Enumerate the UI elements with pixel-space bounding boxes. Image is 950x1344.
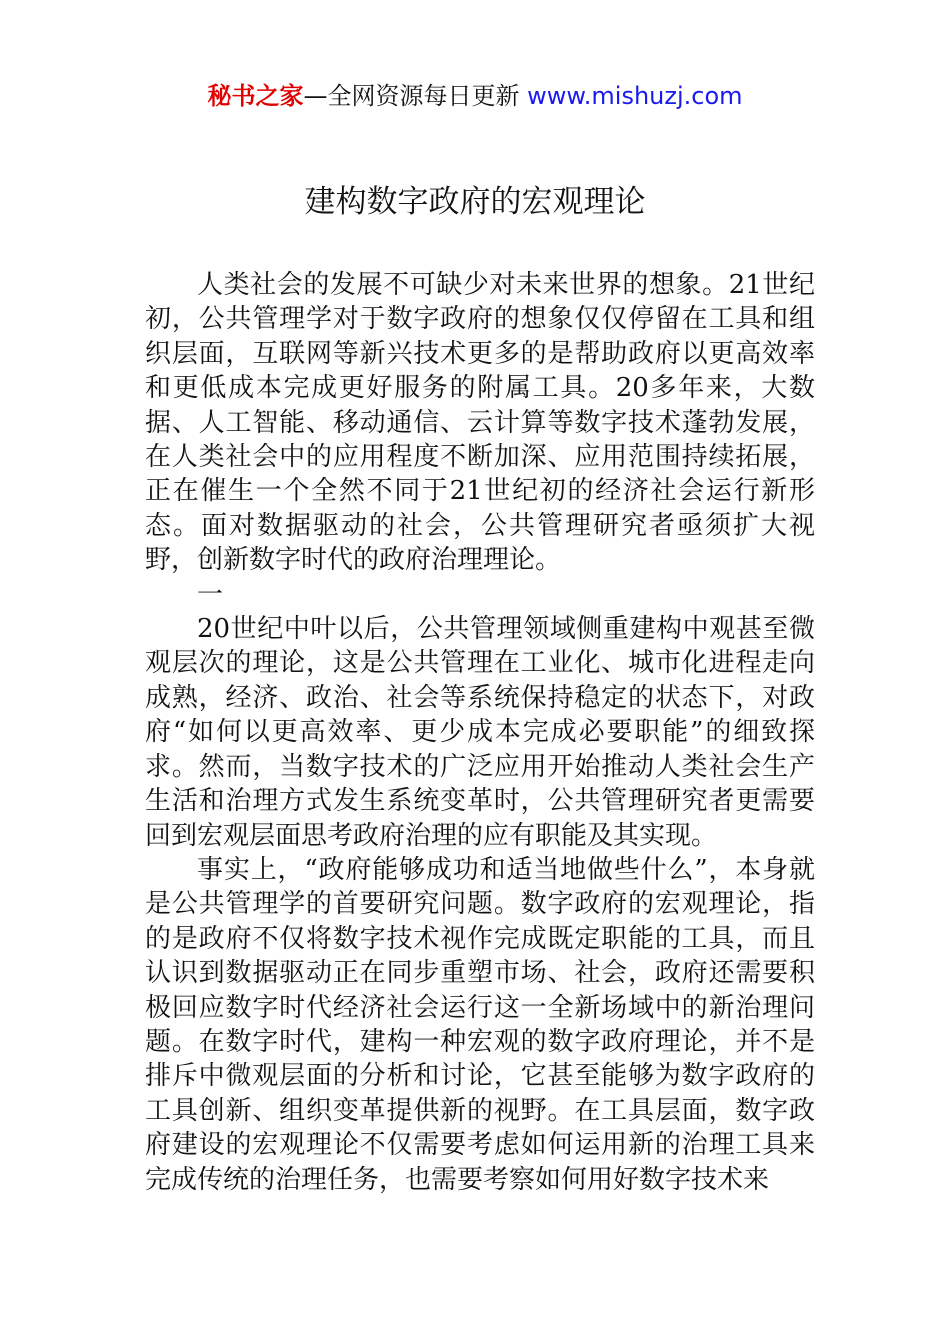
site-url-link[interactable]: www.mishuzj.com xyxy=(527,82,743,110)
paragraph-macro-theory: 事实上，“政府能够成功和适当地做些什么”，本身就是公共管理学的首要研究问题。数字政府的宏观理论，指的是政府不仅将数字技术视作完成既定职能的工具，而且认识到数据驱动正在同步重塑市场、社会，政府还需要积极回应数字时代经济社会运行这一全新场域中的新治理问题。在数字时代，建构一种宏观的数字政府理论，并不是排斥中微观层面的分析和讨论，它甚至能够为数字政府的工具创新、组织变革提供新的视野。在工具层面，数字政府建设的宏观理论不仅需要考虑如何运用新的治理工具来完成传统的治理任务，也需要考察如何用好数字技术来 xyxy=(145,854,815,1195)
site-header xyxy=(0,80,950,112)
site-tagline: —全网资源每日更新 xyxy=(303,82,528,110)
paragraph-section-one: 20世纪中叶以后，公共管理领域侧重建构中观甚至微观层次的理论，这是公共管理在工业化、城市化进程走向成熟，经济、政治、社会等系统保持稳定的状态下，对政府“如何以更高效率、更少成本完成必要职能”的细致探求。然而，当数字技术的广泛应用开始推动人类社会生产生活和治理方式发生系统变革时，公共管理研究者更需要回到宏观层面思考政府治理的应有职能及其实现。 xyxy=(145,614,815,851)
document-title: 建构数字政府的宏观理论 xyxy=(304,184,646,220)
document-body xyxy=(145,268,815,1197)
site-brand: 秘书之家 xyxy=(207,82,304,110)
section-heading-one: 一 xyxy=(197,579,224,610)
paragraph-intro: 人类社会的发展不可缺少对未来世界的想象。21世纪初，公共管理学对于数字政府的想象仅仅停留在工具和组织层面，互联网等新兴技术更多的是帮助政府以更高效率和更低成本完成更好服务的附属工具。20多年来，大数据、人工智能、移动通信、云计算等数字技术蓬勃发展，在人类社会中的应用程度不断加深、应用范围持续拓展，正在催生一个全然不同于21世纪初的经济社会运行新形态。面对数据驱动的社会，公共管理研究者亟须扩大视野，创新数字时代的政府治理理论。 xyxy=(145,270,815,576)
